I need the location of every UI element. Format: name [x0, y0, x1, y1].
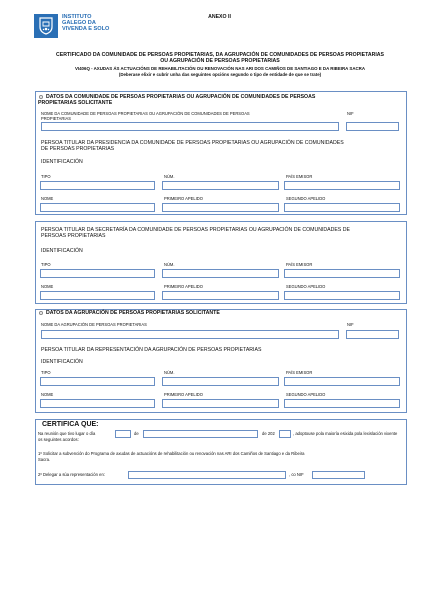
- meeting-month-label: de: [134, 431, 139, 436]
- subtitle-line: PERSOA TITULAR DA PRESIDENCIA DA COMUNIDADE DE PERSOAS PROPIETARIAS OU AGRUPACIÓN DE COMUNIDADES: [41, 140, 344, 146]
- title-line: OU AGRUPACIÓN DE PERSOAS PROPIETARIAS: [160, 58, 280, 65]
- president-tipo-input[interactable]: [40, 181, 155, 190]
- apelido1-label: PRIMEIRO APELIDO: [164, 284, 203, 289]
- grouping-nif-input[interactable]: [346, 330, 399, 339]
- representative-nome-input[interactable]: [40, 399, 155, 408]
- secretary-num-input[interactable]: [162, 269, 279, 278]
- pais-label: PAÍS EMISOR: [286, 262, 313, 267]
- apelido2-label: SEGUNDO APELIDO: [286, 196, 326, 201]
- subtitle-line: PERSOAS PROPIETARIAS: [41, 233, 106, 240]
- section-title: DATOS DA AGRUPACIÓN DE PERSOAS PROPIETARIAS SOLICITANTE: [46, 310, 220, 316]
- meeting-year-input[interactable]: [279, 430, 291, 438]
- meeting-year-label: de 202: [262, 431, 275, 436]
- subtitle-line: DE PERSOAS PROPIETARIAS: [41, 146, 115, 153]
- label-line: PROPIETARIAS: [41, 116, 71, 121]
- president-apelido1-input[interactable]: [162, 203, 279, 212]
- apelido2-label: SEGUNDO APELIDO: [286, 392, 326, 397]
- secretary-nome-input[interactable]: [40, 291, 155, 300]
- nome-label: NOME: [41, 392, 54, 397]
- president-num-input[interactable]: [162, 181, 279, 190]
- president-nome-input[interactable]: [40, 203, 155, 212]
- meeting-month-input[interactable]: [143, 430, 258, 438]
- pais-label: PAÍS EMISOR: [286, 370, 313, 375]
- representative-num-input[interactable]: [162, 377, 279, 386]
- title-line: CERTIFICADO DA COMUNIDADE DE PERSOAS PROPIETARIAS, DA AGRUPACIÓN DE COMUNIDADES DE PERSOAS PROPIETARIAS: [56, 52, 384, 58]
- grouping-name-input[interactable]: [41, 330, 339, 339]
- nome-label: NOME: [41, 284, 54, 289]
- community-nif-label: NIF: [347, 111, 354, 116]
- identification-label: IDENTIFICACIÓN: [41, 359, 83, 365]
- apelido1-label: PRIMEIRO APELIDO: [164, 196, 203, 201]
- tipo-label: TIPO: [41, 262, 51, 267]
- representative-tipo-input[interactable]: [40, 377, 155, 386]
- secretary-apelido1-input[interactable]: [162, 291, 279, 300]
- apelido1-label: PRIMEIRO APELIDO: [164, 392, 203, 397]
- representative-apelido2-input[interactable]: [284, 399, 400, 408]
- representative-apelido1-input[interactable]: [162, 399, 279, 408]
- agreement-1: [38, 451, 404, 462]
- identification-label: IDENTIFICACIÓN: [41, 159, 83, 165]
- secretary-title: [41, 227, 403, 239]
- num-label: NÚM.: [164, 370, 175, 375]
- agreement-line: Sacra.: [38, 456, 51, 462]
- section-community-data: [35, 91, 407, 215]
- secretary-tipo-input[interactable]: [40, 269, 155, 278]
- agreement-line: 1º Solicitar a subvención do Programa de axudas de actuacións de rehabilitación ou renovación nas ARI dos Camiños de Santiago e da Ribeira: [38, 451, 305, 456]
- delegate-label: 2º Delegar a súa representación en:: [38, 472, 105, 477]
- pais-label: PAÍS EMISOR: [286, 174, 313, 179]
- procedure-code-line: VI406Q - AXUDAS ÁS ACTUACIÓNS DE REHABILITACIÓN OU RENOVACIÓN NAS ARI DOS CAMIÑOS DE SANTIAGO E DA RIBEIRA SACRA: [74, 66, 366, 71]
- tipo-label: TIPO: [41, 370, 51, 375]
- label-line: NOME DA COMUNIDADE DE PERSOAS PROPIETARIAS OU AGRUPACIÓN DE COMUNIDADES DE PERSOAS: [41, 111, 250, 116]
- option-grouping-radio[interactable]: [39, 311, 43, 315]
- secretary-pais-input[interactable]: [284, 269, 400, 278]
- nome-label: NOME: [41, 196, 54, 201]
- delegate-nif-input[interactable]: [312, 471, 365, 479]
- logo-line: GALEGO DA: [62, 20, 96, 27]
- logo-line: VIVENDA E SOLO: [62, 26, 110, 33]
- meeting-text: , adoptouse pola maioría esixida pola lexislación vixente: [293, 431, 398, 436]
- meeting-day-input[interactable]: [115, 430, 131, 438]
- document-subtitle: [35, 66, 405, 78]
- identification-label: IDENTIFICACIÓN: [41, 248, 83, 254]
- delegate-nif-label: , co NIF: [289, 472, 304, 477]
- community-name-label: [41, 111, 341, 121]
- instruction-line: (Deberase elixir e cubrir unha das seguintes opcións segundo o tipo de entidade de que se trate): [118, 71, 322, 77]
- delegate-name-input[interactable]: [128, 471, 286, 479]
- annex-label: ANEXO II: [208, 14, 231, 20]
- subtitle-line: PERSOA TITULAR DA SECRETARÍA DA COMUNIDADE DE PERSOAS PROPIETARIAS OU AGRUPACIÓN DE COMUNIDADES DE: [41, 227, 350, 233]
- community-nif-input[interactable]: [346, 122, 399, 131]
- secretary-apelido2-input[interactable]: [284, 291, 400, 300]
- president-pais-input[interactable]: [284, 181, 400, 190]
- num-label: NÚM.: [164, 174, 175, 179]
- meeting-day-label: Na reunión que tivo lugar o día: [38, 431, 96, 436]
- grouping-name-label: NOME DA AGRUPACIÓN DE PERSOAS PROPIETARIAS: [41, 322, 147, 327]
- representative-pais-input[interactable]: [284, 377, 400, 386]
- num-label: NÚM.: [164, 262, 175, 267]
- option-community-radio[interactable]: [39, 95, 43, 99]
- document-title: [35, 52, 405, 64]
- tipo-label: TIPO: [41, 174, 51, 179]
- community-name-input[interactable]: [41, 122, 339, 131]
- apelido2-label: SEGUNDO APELIDO: [286, 284, 326, 289]
- president-apelido2-input[interactable]: [284, 203, 400, 212]
- representative-title: PERSOA TITULAR DA REPRESENTACIÓN DA AGRUPACIÓN DE PERSOAS PROPIETARIAS: [41, 347, 262, 353]
- logo-line: INSTITUTO: [62, 14, 92, 20]
- agreements-text: os seguintes acordos:: [38, 437, 79, 442]
- grouping-nif-label: NIF: [347, 322, 354, 327]
- section-title-line: DATOS DA COMUNIDADE DE PERSOAS PROPIETARIAS OU AGRUPACIÓN DE COMUNIDADES DE PERSOAS: [46, 94, 316, 100]
- certifica-heading: CERTIFICA QUE:: [42, 421, 99, 428]
- president-title: [41, 140, 403, 152]
- section-title-cont: PROPIETARIAS SOLICITANTE: [38, 100, 113, 106]
